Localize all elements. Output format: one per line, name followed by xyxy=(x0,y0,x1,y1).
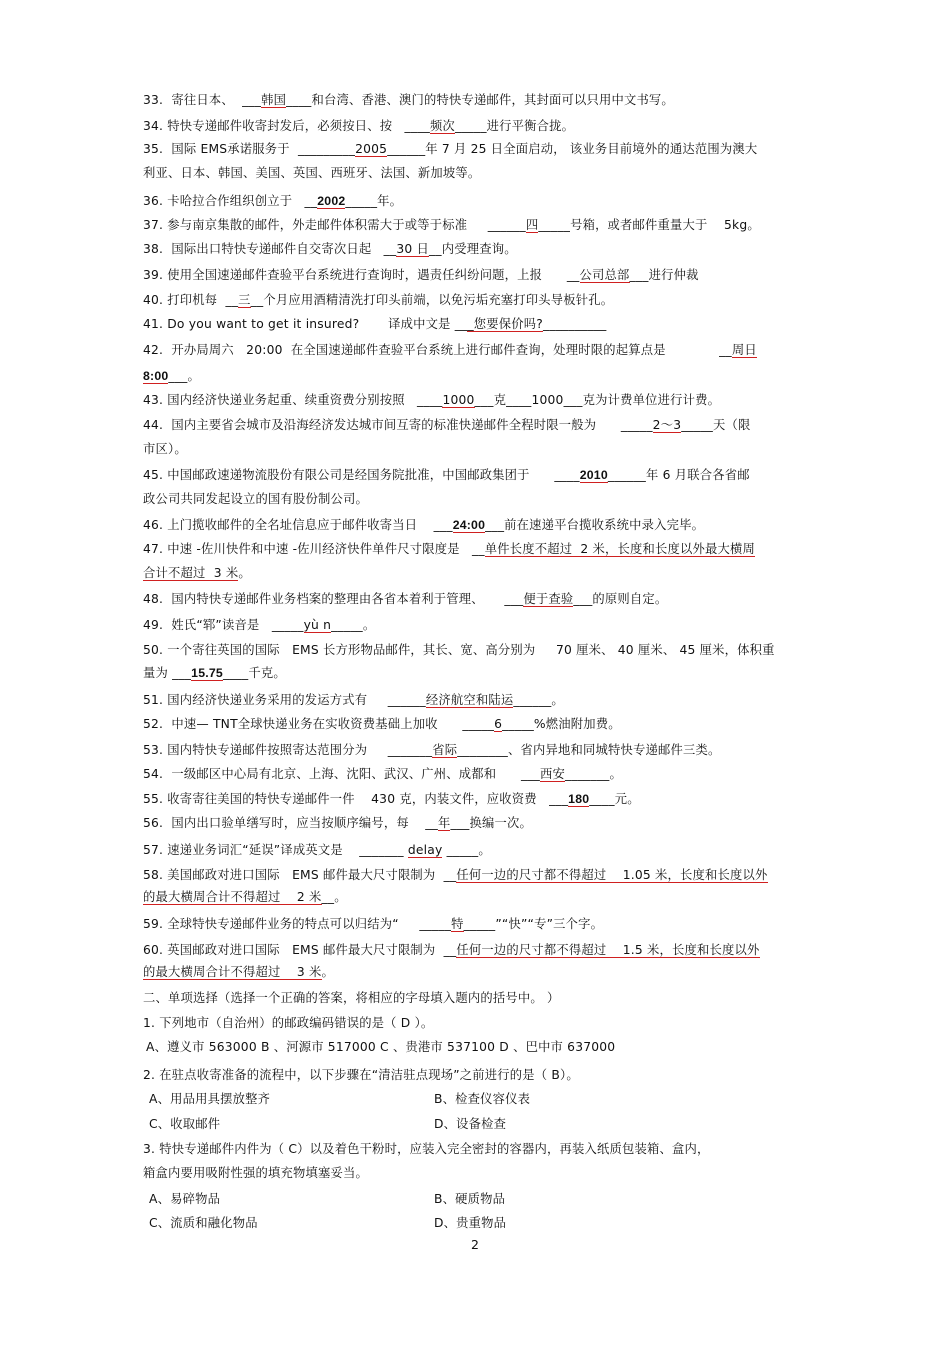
question-line xyxy=(143,517,808,533)
answer-blank: 经济航空和陆运 xyxy=(425,693,514,707)
answer-blank: 单件长度不超过 2 米，长度和长度以外最大横周 xyxy=(484,542,756,556)
mc-question-1-options: A、遵义市 563000 B 、河源市 517000 C 、贵港市 537100 D 、巴中市 637000 xyxy=(146,1040,616,1054)
question-text: 58. 美国邮政对进口国际 EMS 邮件最大尺寸限制为 __ xyxy=(143,868,457,882)
question-text-tail: _____号箱，或者邮件重量大于 5kg。 xyxy=(538,218,760,232)
question-text-tail: ______。 xyxy=(513,693,564,707)
answer-blank: 2010 xyxy=(579,468,608,482)
answer-blank: 周日 xyxy=(731,343,757,357)
question-text-tail: _____”“快”“专”三个字。 xyxy=(463,917,604,931)
question-text-tail: _____进行平衡合拢。 xyxy=(454,119,575,133)
question-line xyxy=(143,716,808,732)
question-text: 54. 一级邮区中心局有北京、上海、沈阳、武汉、广州、成都和 ___ xyxy=(143,767,540,781)
question-text: 42. 开办局周六 20:00 在全国速递邮件查验平台系统上进行邮件查询，处理时限的起算点是 __ xyxy=(143,343,732,357)
question-line xyxy=(143,316,808,332)
answer-blank: 四 xyxy=(525,218,539,232)
question-text: 50. 一个寄往英国的国际 EMS 长方形物品邮件，其长、宽、高分别为 70 厘米、 40 厘米、 45 厘米，体积重 xyxy=(143,643,775,657)
answer-blank: 1000 xyxy=(442,393,475,407)
question-text-tail: ________、省内异地和同城特快专递邮件三类。 xyxy=(457,743,721,757)
question-line xyxy=(143,591,808,607)
section-heading: 二、单项选择（选择一个正确的答案，将相应的字母填入题内的括号中。 ） xyxy=(143,991,560,1005)
question-line xyxy=(143,217,808,233)
mc-question-3-option-d: D、贵重物品 xyxy=(434,1216,507,1230)
question-text: 46. 上门揽收邮件的全名址信息应于邮件收寄当日 ___ xyxy=(143,518,453,532)
question-text: 60. 英国邮政对进口国际 EMS 邮件最大尺寸限制为 __ xyxy=(143,943,457,957)
question-text-tail: 。 xyxy=(238,566,251,580)
question-line xyxy=(143,867,808,883)
question-line xyxy=(143,565,808,581)
question-text-tail: _______。 xyxy=(565,767,622,781)
question-text: 44. 国内主要省会城市及沿海经济发达城市间互寄的标准快递邮件全程时限一般为 _____ xyxy=(143,418,653,432)
question-line xyxy=(143,417,808,433)
question-line xyxy=(143,491,808,507)
question-text-tail: ______年 7 月 25 日全面启动， 该业务目前境外的通达范围为澳大 xyxy=(387,142,758,156)
answer-blank: 30 日 xyxy=(396,242,430,256)
question-text: 35. 国际 EMS承诺服务于 _________ xyxy=(143,142,356,156)
answer-blank: 省际 xyxy=(432,743,458,757)
question-text: 市区）。 xyxy=(143,442,187,456)
answer-blank: 频次 xyxy=(429,119,455,133)
question-line xyxy=(143,815,808,831)
question-text-tail: _____%燃油附加费。 xyxy=(502,717,621,731)
question-text-tail: _____年。 xyxy=(345,194,403,208)
question-text: 39. 使用全国速递邮件查验平台系统进行查询时，遇责任纠纷问题，上报 __ xyxy=(143,268,580,282)
question-text: 55. 收寄寄往美国的特快专递邮件一件 430 克，内装文件，应收资费 ___ xyxy=(143,792,569,806)
question-line xyxy=(143,665,808,681)
answer-blank: delay xyxy=(407,843,443,857)
question-line xyxy=(143,118,808,134)
question-text: 56. 国内出口验单缮写时，应当按顺序编号，每 __ xyxy=(143,816,438,830)
answer-blank: yù n xyxy=(303,618,332,632)
answer-blank: 180 xyxy=(568,792,590,806)
question-line xyxy=(143,964,808,980)
answer-blank: 任何一边的尺寸都不得超过 1.05 米，长度和长度以外 xyxy=(456,868,768,882)
question-text: 38. 国际出口特快专递邮件自交寄次日起 __ xyxy=(143,242,397,256)
page-number: 2 xyxy=(471,1237,479,1252)
answer-blank: 任何一边的尺寸都不得超过 1.5 米，长度和长度以外 xyxy=(456,943,760,957)
question-text-tail: ______年 6 月联合各省邮 xyxy=(607,468,750,482)
answer-blank: 的最大横周合计不得超过 3 米 xyxy=(143,965,322,979)
question-line xyxy=(143,692,808,708)
answer-blank: 6 xyxy=(494,717,503,731)
question-text-tail: __。 xyxy=(321,890,347,904)
mc-question-2-option-b: B、检查仪容仪表 xyxy=(434,1092,531,1106)
mc-question-2-option-a: A、用品用具摆放整齐 xyxy=(149,1092,271,1106)
mc-question-2: 2. 在驻点收寄准备的流程中，以下步骤在“清洁驻点现场”之前进行的是（ B）。 xyxy=(143,1068,579,1082)
question-text-tail: ____元。 xyxy=(589,792,640,806)
mc-question-3-line-1: 3. 特快专递邮件内件为（ C）以及着色干粉时，应装入完全密封的容器内，再装入纸质包装箱、盒内， xyxy=(143,1142,710,1156)
question-text-tail: 。 xyxy=(321,965,335,979)
question-text: 51. 国内经济快递业务采用的发运方式有 ______ xyxy=(143,693,426,707)
question-text: 33. 寄往日本、 ___ xyxy=(143,93,262,107)
question-text-tail: ___换编一次。 xyxy=(450,816,532,830)
answer-blank: 2002 xyxy=(317,194,346,208)
question-line xyxy=(143,292,808,308)
answer-blank: 韩国 xyxy=(261,93,287,107)
mc-question-3-line-2: 箱盒内要用吸附性强的填充物填塞妥当。 xyxy=(143,1166,368,1180)
question-text: 政公司共同发起设立的国有股份制公司。 xyxy=(143,492,368,506)
answer-blank: 2～3 xyxy=(652,418,682,432)
answer-blank: 三 xyxy=(238,293,251,307)
question-line xyxy=(143,467,808,483)
question-line xyxy=(143,889,808,905)
question-line xyxy=(143,766,808,782)
question-line xyxy=(143,942,808,958)
question-text-tail: ___。 xyxy=(168,369,200,383)
question-line xyxy=(143,842,808,858)
question-text-tail: ___的原则自定。 xyxy=(573,592,668,606)
question-line xyxy=(143,617,808,633)
answer-blank: 的最大横周合计不得超过 2 米 xyxy=(143,890,322,904)
question-text: 量为 ___ xyxy=(143,666,192,680)
question-text: 34. 特快专递邮件收寄封发后，必须按日、按 ____ xyxy=(143,119,430,133)
question-text: 53. 国内特快专递邮件按照寄达范围分为 _______ xyxy=(143,743,433,757)
mc-question-2-option-c: C、收取邮件 xyxy=(149,1117,221,1131)
answer-blank: 西安 xyxy=(540,767,565,781)
question-text-tail: ____千克。 xyxy=(222,666,286,680)
question-line xyxy=(143,342,808,358)
mc-question-1: 1. 下列地市（自治州）的邮政编码错误的是（ D ）。 xyxy=(143,1016,434,1030)
question-text: 48. 国内特快专递邮件业务档案的整理由各省本着利于管理、 ___ xyxy=(143,592,524,606)
question-text: 57. 速递业务词汇“延误”译成英文是 _______ xyxy=(143,843,408,857)
question-text-tail: _____。 xyxy=(331,618,376,632)
answer-blank: 24:00 xyxy=(452,518,486,532)
answer-blank: 特 xyxy=(451,917,464,931)
question-text: 36. 卡哈拉合作组织创立于 __ xyxy=(143,194,318,208)
question-text: 利亚、日本、韩国、美国、英国、西班牙、法国、新加坡等。 xyxy=(143,166,481,180)
question-text: 52. 中速— TNT全球快递业务在实收资费基础上加收 _____ xyxy=(143,717,495,731)
question-line xyxy=(143,791,808,807)
mc-question-3-option-b: B、硬质物品 xyxy=(434,1192,506,1206)
question-text-tail: ___克____1000___克为计费单位进行计费。 xyxy=(474,393,721,407)
question-text-tail: __内受理查询。 xyxy=(429,242,517,256)
question-line xyxy=(143,368,808,384)
question-text-tail: _____天（限 xyxy=(681,418,751,432)
question-text: 43. 国内经济快递业务起重、续重资费分别按照 ____ xyxy=(143,393,443,407)
question-text: 47. 中速 -佐川快件和中速 -佐川经济快件单件尺寸限度是 __ xyxy=(143,542,485,556)
mc-question-3-option-c: C、流质和融化物品 xyxy=(149,1216,258,1230)
question-text: 49. 姓氏“郓”读音是 _____ xyxy=(143,618,304,632)
question-text-tail: ___前在速递平台揽收系统中录入完毕。 xyxy=(485,518,705,532)
question-line xyxy=(143,92,808,108)
question-line xyxy=(143,241,808,257)
answer-blank: 合计不超过 3 米 xyxy=(143,566,239,580)
question-text-tail: ___进行仲裁 xyxy=(629,268,699,282)
question-line xyxy=(143,441,808,457)
question-line xyxy=(143,165,808,181)
question-line xyxy=(143,541,808,557)
question-text-tail: ____和台湾、香港、澳门的特快专递邮件，其封面可以只用中文书写。 xyxy=(286,93,674,107)
question-line xyxy=(143,193,808,209)
question-text: 45. 中国邮政速递物流股份有限公司是经国务院批准，中国邮政集团于 ____ xyxy=(143,468,580,482)
answer-blank: _您要保价吗? xyxy=(467,317,543,331)
answer-blank: 8:00 xyxy=(143,369,169,383)
question-text: 37. 参与南京集散的邮件，外走邮件体积需大于或等于标准 ______ xyxy=(143,218,526,232)
question-line xyxy=(143,742,808,758)
question-line xyxy=(143,392,808,408)
question-line xyxy=(143,642,808,658)
mc-question-2-option-d: D、设备检查 xyxy=(434,1117,507,1131)
question-line xyxy=(143,141,808,157)
answer-blank: 年 xyxy=(437,816,451,830)
mc-question-3-option-a: A、易碎物品 xyxy=(149,1192,221,1206)
question-text: 41. Do you want to get it insured? 译成中文是 __ xyxy=(143,317,468,331)
question-text-tail: __________ xyxy=(543,317,607,331)
answer-blank: 公司总部 xyxy=(579,268,630,282)
answer-blank: 15.75 xyxy=(191,666,223,680)
question-text: 40. 打印机每 __ xyxy=(143,293,239,307)
question-line xyxy=(143,916,808,932)
answer-blank: 便于查验 xyxy=(523,592,574,606)
question-text-tail: _____。 xyxy=(442,843,491,857)
question-line xyxy=(143,267,808,283)
question-text-tail: __个月应用酒精清洗打印头前端，以免污垢充塞打印头导板针孔。 xyxy=(250,293,614,307)
question-text: 59. 全球特快专递邮件业务的特点可以归结为“ _____ xyxy=(143,917,452,931)
answer-blank: 2005 xyxy=(355,142,388,156)
